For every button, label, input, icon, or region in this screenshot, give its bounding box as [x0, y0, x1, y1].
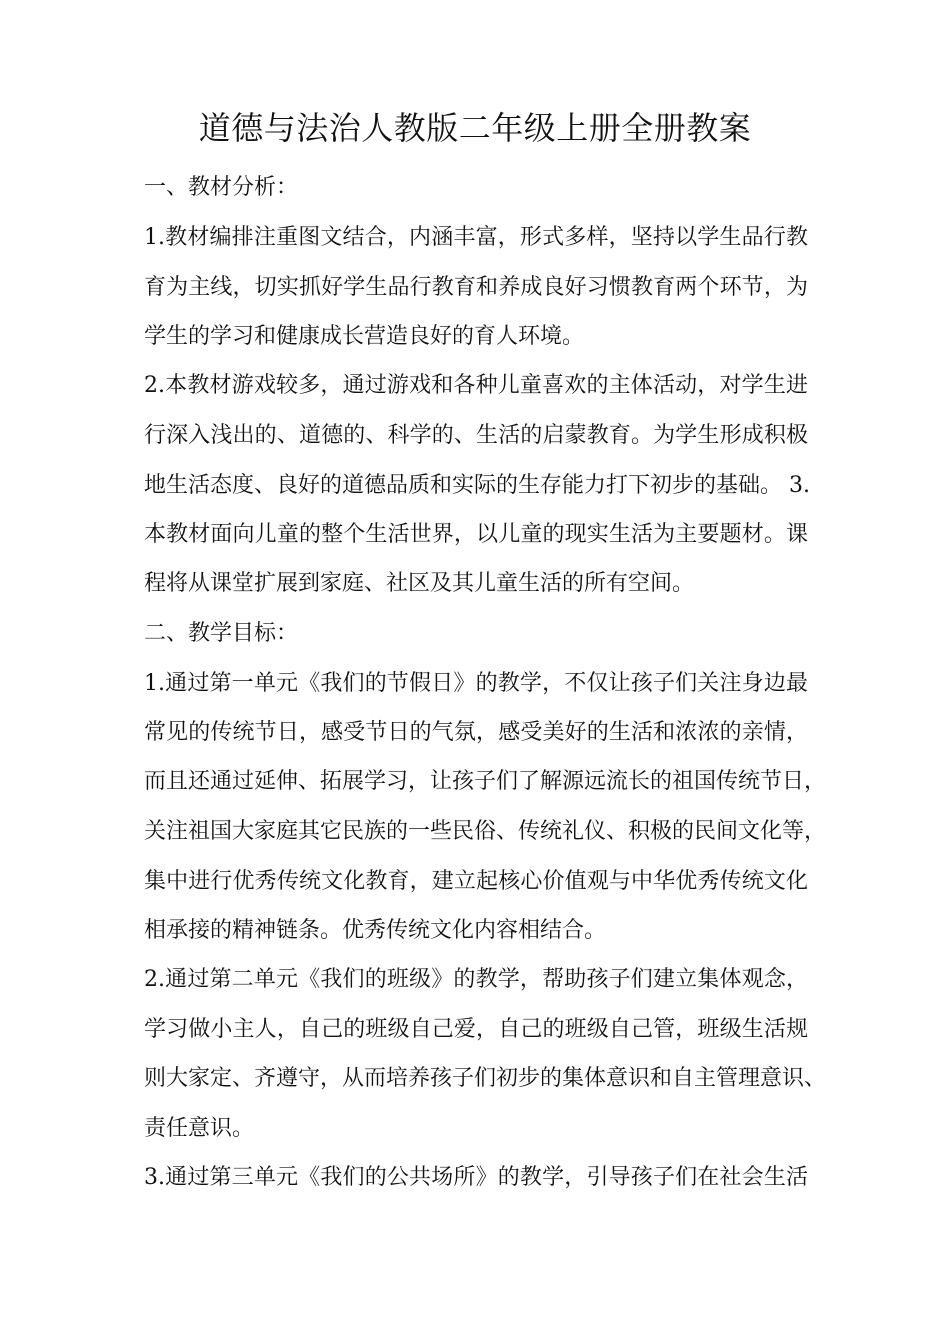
body-text-line: 本教材面向儿童的整个生活世界，以儿童的现实生活为主要题材。课	[144, 522, 808, 547]
body-text-line: 地生活态度、良好的道德品质和实际的生存能力打下初步的基础。 3.	[144, 473, 810, 498]
body-text-line: 相承接的精神链条。优秀传统文化内容相结合。	[144, 918, 607, 943]
body-text-line: 2.通过第二单元《我们的班级》的教学，帮助孩子们建立集体观念，	[144, 967, 808, 992]
body-text-line: 行深入浅出的、道德的、科学的、生活的启蒙教育。为学生形成积极	[144, 423, 808, 448]
section-heading-teaching-goals: 二、教学目标：	[144, 621, 299, 646]
body-text-line: 学生的学习和健康成长营造良好的育人环境。	[144, 324, 585, 349]
body-text-line: 责任意识。	[144, 1116, 255, 1141]
body-text-line: 1.教材编排注重图文结合，内涵丰富，形式多样，坚持以学生品行教	[144, 225, 808, 250]
body-text-line: 常见的传统节日，感受节日的气氛，感受美好的生活和浓浓的亲情，	[144, 720, 808, 745]
body-text-line: 育为主线，切实抓好学生品行教育和养成良好习惯教育两个环节，为	[144, 275, 808, 300]
document-title: 道德与法治人教版二年级上册全册教案	[198, 109, 752, 147]
body-text-line: 而且还通过延伸、拓展学习，让孩子们了解源远流长的祖国传统节日，	[144, 769, 827, 794]
body-text-line: 则大家定、齐遵守，从而培养孩子们初步的集体意识和自主管理意识、	[144, 1066, 827, 1091]
body-text-line: 1.通过第一单元《我们的节假日》的教学，不仅让孩子们关注身边最	[144, 671, 808, 696]
body-text-line: 关注祖国大家庭其它民族的一些民俗、传统礼仪、积极的民间文化等，	[144, 819, 827, 844]
body-text-line: 3.通过第三单元《我们的公共场所》的教学，引导孩子们在社会生活	[144, 1165, 808, 1190]
body-text-line: 程将从课堂扩展到家庭、社区及其儿童生活的所有空间。	[144, 571, 695, 596]
body-text-line: 2.本教材游戏较多，通过游戏和各种儿童喜欢的主体活动，对学生进	[144, 373, 808, 398]
body-text-line: 学习做小主人，自己的班级自己爱，自己的班级自己管，班级生活规	[144, 1017, 808, 1042]
section-heading-textbook-analysis: 一、教材分析：	[144, 175, 299, 200]
body-text-line: 集中进行优秀传统文化教育，建立起核心价值观与中华优秀传统文化	[144, 869, 808, 894]
